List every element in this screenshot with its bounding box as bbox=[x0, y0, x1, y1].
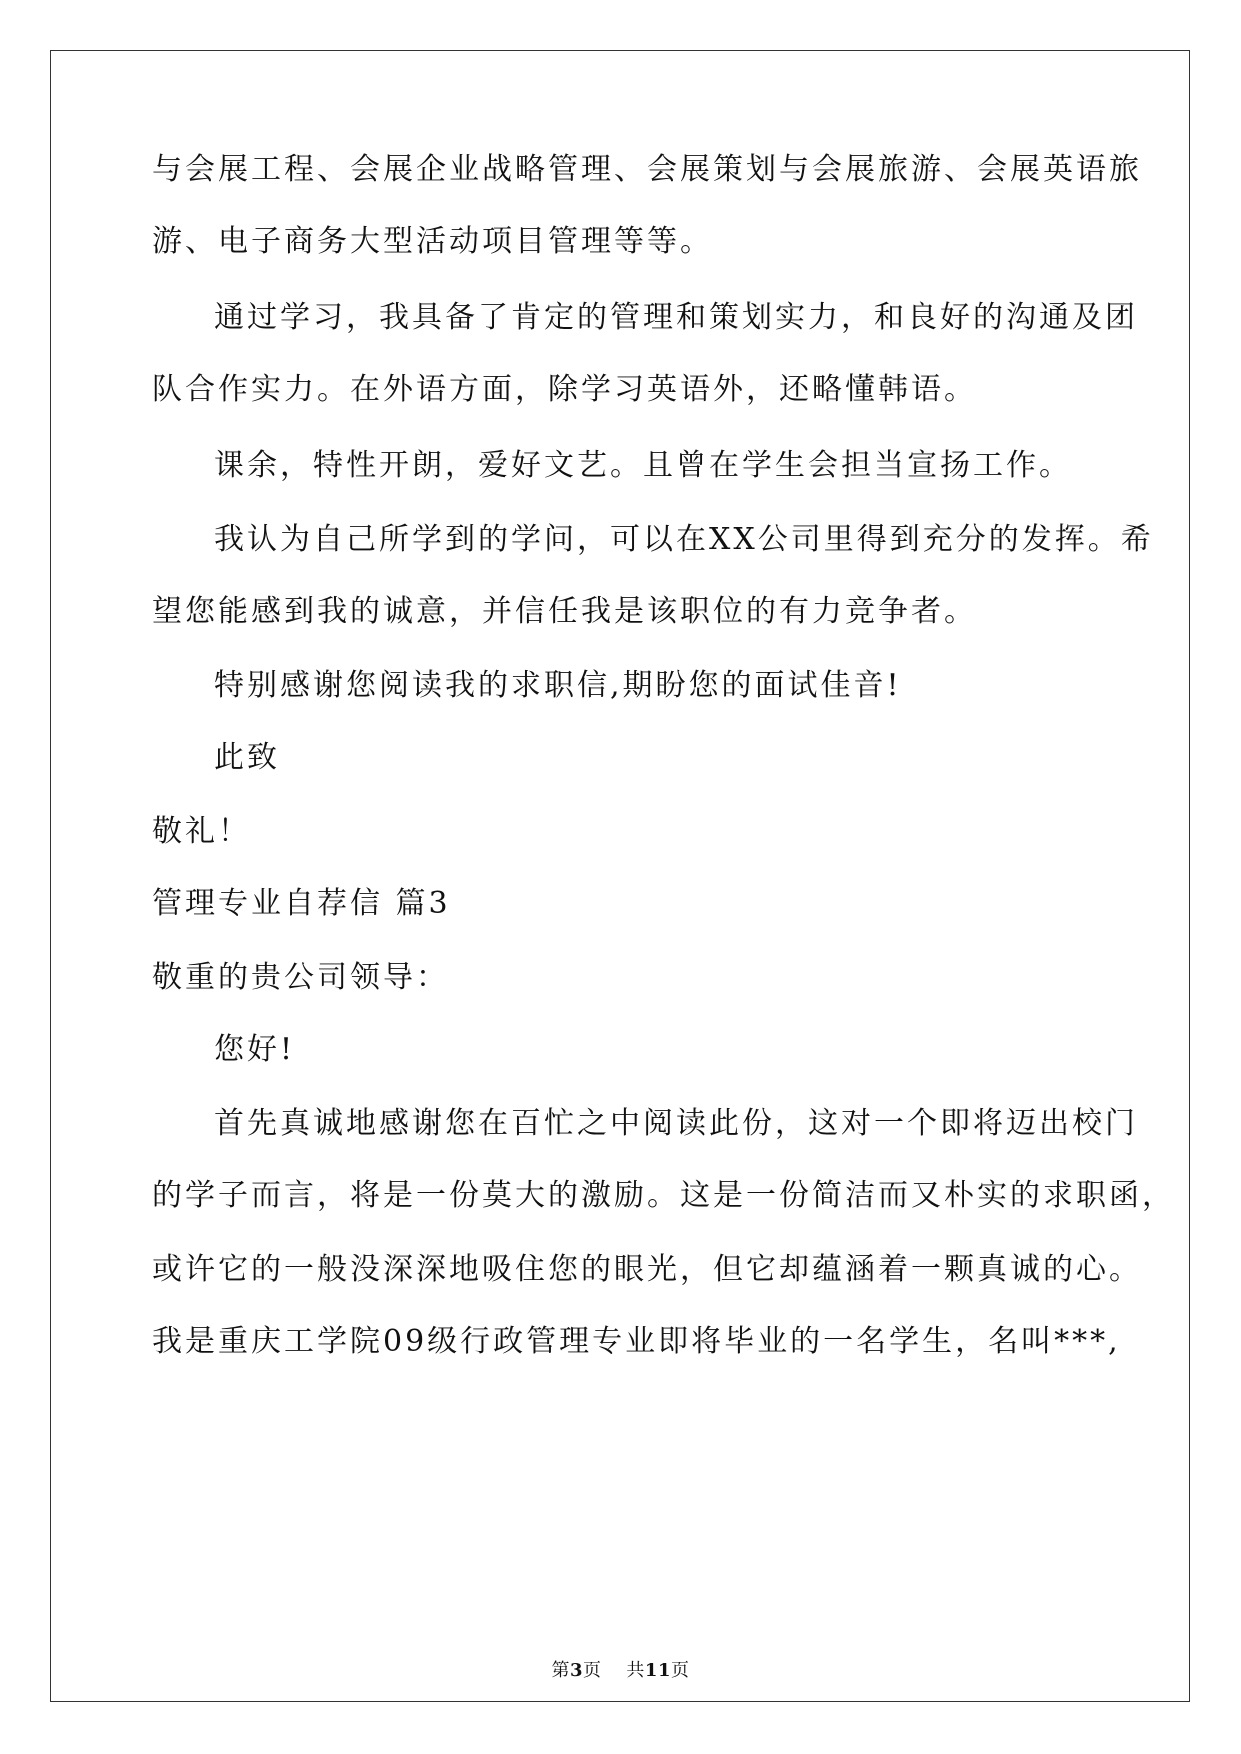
footer-total-prefix: 共 bbox=[626, 1660, 645, 1681]
body-line-7: 望您能感到我的诚意，并信任我是该职位的有力竞争者。 bbox=[152, 594, 977, 629]
body-line-12: 我是重庆工学院09级行政管理专业即将毕业的一名学生，名叫***, bbox=[152, 1324, 1121, 1359]
section-heading: 管理专业自荐信 篇3 bbox=[152, 886, 451, 921]
body-line-3: 通过学习，我具备了肯定的管理和策划实力，和良好的沟通及团 bbox=[214, 300, 1138, 335]
salutation-line: 敬礼！ bbox=[152, 814, 251, 849]
body-line-1: 与会展工程、会展企业战略管理、会展策划与会展旅游、会展英语旅 bbox=[152, 152, 1142, 187]
body-line-10: 的学子而言，将是一份莫大的激励。这是一份简洁而又朴实的求职函， bbox=[152, 1178, 1175, 1213]
body-line-5: 课余，特性开朗，爱好文艺。且曾在学生会担当宣扬工作。 bbox=[214, 448, 1072, 483]
body-line-11: 或许它的一般没深深地吸住您的眼光，但它却蕴涵着一颗真诚的心。 bbox=[152, 1252, 1142, 1287]
page-footer bbox=[0, 1656, 1241, 1682]
greeting-recipient: 敬重的贵公司领导： bbox=[152, 960, 449, 995]
body-line-2: 游、电子商务大型活动项目管理等等。 bbox=[152, 224, 713, 259]
footer-total-pages: 11 bbox=[644, 1660, 671, 1681]
footer-prefix: 第 bbox=[551, 1660, 570, 1681]
body-line-9: 首先真诚地感谢您在百忙之中阅读此份，这对一个即将迈出校门 bbox=[214, 1106, 1138, 1141]
body-line-4: 队合作实力。在外语方面，除学习英语外，还略懂韩语。 bbox=[152, 372, 977, 407]
greeting-hello: 您好! bbox=[214, 1032, 296, 1067]
body-line-8: 特别感谢您阅读我的求职信,期盼您的面试佳音! bbox=[214, 668, 902, 703]
footer-page-number: 3 bbox=[570, 1660, 584, 1681]
closing-line: 此致 bbox=[214, 740, 280, 775]
body-line-6: 我认为自己所学到的学问，可以在XX公司里得到充分的发挥。希 bbox=[214, 522, 1154, 557]
footer-page-suffix: 页 bbox=[583, 1660, 602, 1681]
footer-total-suffix: 页 bbox=[670, 1660, 690, 1681]
